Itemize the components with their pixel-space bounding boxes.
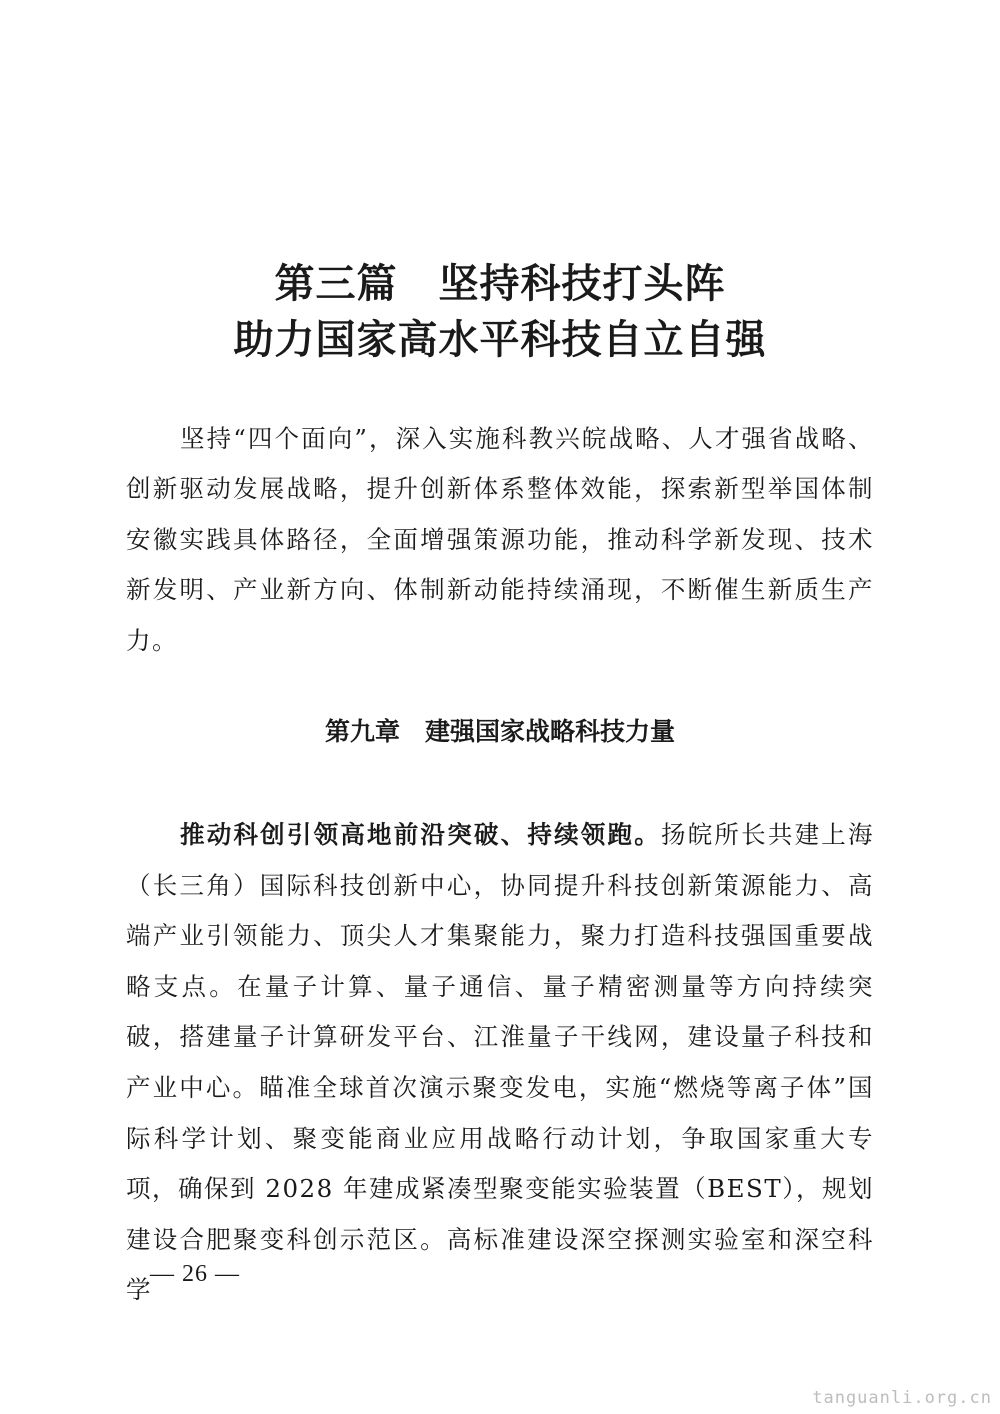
site-watermark: tanguanli.org.cn	[812, 1388, 992, 1408]
part-title-line-1: 第三篇 坚持科技打头阵	[274, 260, 726, 307]
part-title-line-2: 助力国家高水平科技自立自强	[233, 316, 767, 363]
paragraph-text: 扬皖所长共建上海（长三角）国际科技创新中心，协同提升科技创新策源能力、高端产业引领能力、顶尖人才集聚能力，聚力打造科技强国重要战略支点。在量子计算、量子通信、量子精密测量等方向持续突破，搭建量子计算研发平台、江淮量子干线网，建设量子科技和产业中心。瞄准全球首次演示聚变发电，实施“燃烧等离子体”国际科学计划、聚变能商业应用战略行动计划，争取国家重大专项，确保到 2028 年建成紧凑型聚变能实验装置（BEST），规划建设合肥聚变科创示范区。高标准建设深空探测实验室和深空科学	[126, 820, 875, 1305]
paragraph-lead-sentence: 推动科创引领高地前沿突破、持续领跑。	[180, 820, 661, 849]
chapter-title: 第九章 建强国家战略科技力量	[324, 717, 675, 746]
body-paragraph	[126, 810, 874, 1316]
intro-paragraph: 坚持“四个面向”，深入实施科教兴皖战略、人才强省战略、创新驱动发展战略，提升创新体系整体效能，探索新型举国体制安徽实践具体路径，全面增强策源功能，推动科学新发现、技术新发明、产业新方向、体制新动能持续涌现，不断催生新质生产力。	[126, 424, 874, 655]
page-number: — 26 —	[150, 1261, 240, 1287]
